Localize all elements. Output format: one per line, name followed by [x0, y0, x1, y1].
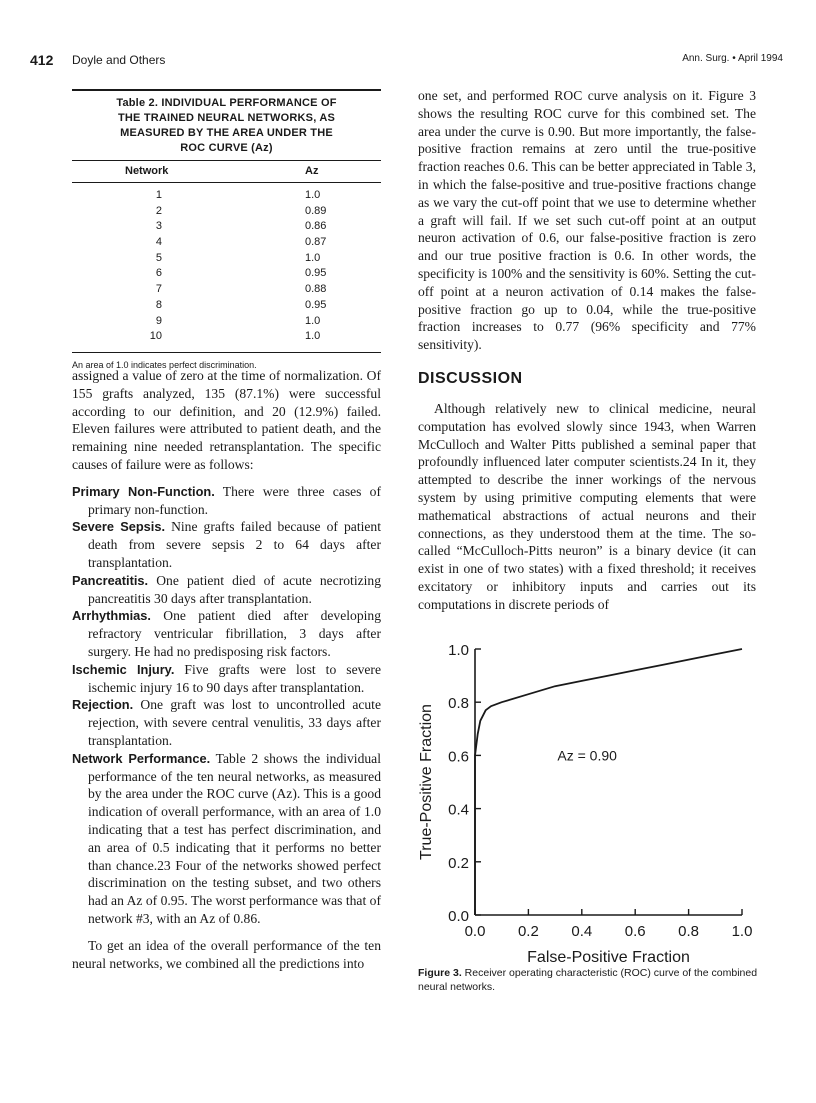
az-value: 0.86	[305, 220, 327, 233]
table-row	[72, 252, 381, 268]
figure-caption	[418, 966, 763, 994]
y-tick-label: 0.8	[448, 695, 469, 713]
az-value: 0.95	[305, 298, 327, 311]
cause-term: Network Performance.	[72, 750, 211, 766]
y-tick-label: 0.2	[448, 854, 469, 872]
table-title	[72, 96, 381, 156]
table-row	[72, 330, 381, 346]
left-column-text	[72, 367, 381, 972]
az-value: 1.0	[305, 314, 321, 327]
network-number: 10	[149, 330, 162, 343]
table-header-bottom-rule	[72, 182, 381, 183]
x-tick-label: 0.8	[678, 923, 700, 940]
table-title-line: Table 2. INDIVIDUAL PERFORMANCE OF	[116, 97, 337, 109]
cause-item	[72, 518, 381, 571]
network-number: 8	[155, 298, 162, 311]
cause-item	[72, 661, 381, 697]
table-row	[72, 267, 381, 283]
cause-description: Table 2 shows the individual performance of the ten neural networks, as measured by the area under the ROC curve (Az). This is a good indication of overall performance, with an area of 1.0 indicating that a test has perfect discrimination, and an area of 0.5 indicating that it performs no better than chance.23 Four of the networks showed perfect discrimination on the testing subset, and two others had an Az of 0.95. The worst performance was that of network #3, with an Az of 0.86.	[88, 750, 381, 926]
section-heading-discussion: DISCUSSION	[418, 370, 523, 387]
column-header-az: Az	[305, 165, 319, 177]
network-number: 1	[155, 189, 162, 201]
cause-item	[72, 750, 381, 928]
network-number: 7	[155, 283, 162, 296]
table-body	[72, 189, 381, 346]
cause-term: Ischemic Injury.	[72, 661, 175, 677]
cause-term: Pancreatitis.	[72, 572, 149, 588]
x-tick-label: 0.0	[464, 923, 486, 940]
figure-caption-text: Receiver operating characteristic (ROC) curve of the combined neural networks.	[418, 967, 758, 993]
table-title-line: THE TRAINED NEURAL NETWORKS, AS	[117, 112, 336, 124]
az-value: 0.87	[305, 236, 327, 249]
cause-item	[72, 607, 381, 660]
table-row	[72, 205, 381, 221]
failure-causes-list	[72, 483, 381, 928]
x-tick-label: 0.6	[624, 923, 646, 940]
page-number: 412	[30, 52, 54, 68]
cause-term: Severe Sepsis.	[72, 519, 166, 535]
roc-curve-line	[475, 649, 742, 915]
cause-description: There were three cases of primary non-function.	[88, 483, 381, 517]
table-row	[72, 283, 381, 299]
right-column-text	[418, 87, 756, 354]
table-row	[72, 220, 381, 236]
table-2	[72, 89, 381, 370]
x-axis-label: False-Positive Fraction	[527, 949, 690, 965]
journal-reference: Ann. Surg. • April 1994	[682, 53, 783, 64]
table-header-top-rule	[72, 160, 381, 161]
cause-description: One graft was lost to uncontrolled acute rejection, with severe central venulitis, 33 days after transplantation.	[88, 697, 381, 748]
paragraph: assigned a value of zero at the time of normalization. Of 155 grafts analyzed, 135 (87.1%) were successful according to our definition, and 20 (12.9%) failed. Eleven failures were attributed to patient death, and the remaining nine needed retransplantation. The specific causes of failure were as follows:	[72, 368, 381, 472]
x-tick-label: 0.4	[571, 923, 593, 940]
network-number: 3	[155, 220, 162, 233]
cause-item	[72, 696, 381, 749]
y-tick-label: 0.0	[448, 908, 469, 925]
network-number: 9	[155, 314, 162, 327]
az-value: 0.89	[305, 204, 327, 217]
table-title-line: ROC CURVE (Az)	[180, 142, 273, 154]
table-row	[72, 189, 381, 205]
table-note: An area of 1.0 indicates perfect discrimination.	[72, 359, 257, 370]
figure-label: Figure 3.	[418, 967, 462, 979]
cause-description: One patient died of acute necrotizing pancreatitis 30 days after transplantation.	[88, 572, 381, 606]
paragraph: To get an idea of the overall performance of the ten neural networks, we combined all the predictions into	[72, 937, 381, 971]
table-row	[72, 236, 381, 252]
chart-annotation-az: Az = 0.90	[557, 747, 617, 764]
paragraph: Although relatively new to clinical medicine, neural computation has evolved slowly since 1943, when Warren McCulloch and Walter Pitts published a seminal paper that profoundly influenced later computer scientists.24 In it, they attempted to describe the inner workings of the nervous system by using primitive computing elements that were mathematical abstractions of actual neurons and their connections, as they understood them at the time. The so-called “McCulloch-Pitts neuron” is a binary device (it can exist in one of two states) with a fixed threshold; it receives excitatory or inhibitory inputs and carries out its computations in discrete periods of	[418, 401, 756, 612]
az-value: 1.0	[305, 189, 321, 201]
az-value: 1.0	[305, 330, 321, 343]
cause-term: Arrhythmias.	[72, 608, 151, 624]
x-tick-label: 1.0	[731, 923, 753, 940]
az-value: 0.95	[305, 267, 327, 280]
paragraph: one set, and performed ROC curve analysis on it. Figure 3 shows the resulting ROC curve for this combined set. The area under the curve is 0.90. But more importantly, the false-positive fraction remains at zero until the true-positive fraction reaches 0.6. This can be better appreciated in Table 3, in which the false-positive and true-positive fractions change as we vary the cut-off point that we use to determine whether a graft will fail. If we set such cut-off point at an output neuron activation of 0.6, our false-positive fraction is zero and our true positive fraction is 0.6. In other words, the specificity is 100% and the sensitivity is 60%. Setting the cut-off point at a neuron activation of 0.14 makes the false-positive fraction go up to 0.04, while the true-positive fraction increases to 0.77 (96% specificity and 77% sensitivity).	[418, 88, 756, 353]
table-row	[72, 299, 381, 315]
y-tick-label: 0.4	[448, 801, 469, 819]
cause-description: One patient died after developing refractory ventricular fibrillation, 3 days after surgery. He had no predisposing risk factors.	[88, 608, 381, 659]
table-row	[72, 315, 381, 331]
y-tick-label: 1.0	[448, 642, 469, 659]
discussion-text	[418, 400, 756, 614]
network-number: 5	[155, 251, 162, 264]
roc-chart	[405, 630, 765, 965]
x-tick-label: 0.2	[517, 923, 539, 940]
az-value: 0.88	[305, 283, 327, 296]
cause-term: Rejection.	[72, 697, 134, 713]
cause-description: Five grafts were lost to severe ischemic injury 16 to 90 days after transplantation.	[88, 661, 381, 695]
network-number: 4	[155, 236, 162, 249]
running-title: Doyle and Others	[72, 53, 166, 67]
column-header-network: Network	[125, 165, 169, 177]
y-axis-label: True-Positive Fraction	[418, 704, 435, 860]
table-top-rule	[72, 89, 381, 91]
table-title-line: MEASURED BY THE AREA UNDER THE	[120, 127, 333, 139]
y-tick-label: 0.6	[448, 748, 469, 766]
cause-item	[72, 483, 381, 519]
cause-description: Nine grafts failed because of patient death from severe sepsis 2 to 64 days after transplantation.	[88, 519, 381, 570]
cause-term: Primary Non-Function.	[72, 483, 215, 499]
table-bottom-rule	[72, 352, 381, 353]
network-number: 6	[155, 267, 162, 280]
network-number: 2	[155, 204, 162, 217]
table-header-row	[72, 160, 381, 182]
az-value: 1.0	[305, 251, 321, 264]
cause-item	[72, 572, 381, 608]
